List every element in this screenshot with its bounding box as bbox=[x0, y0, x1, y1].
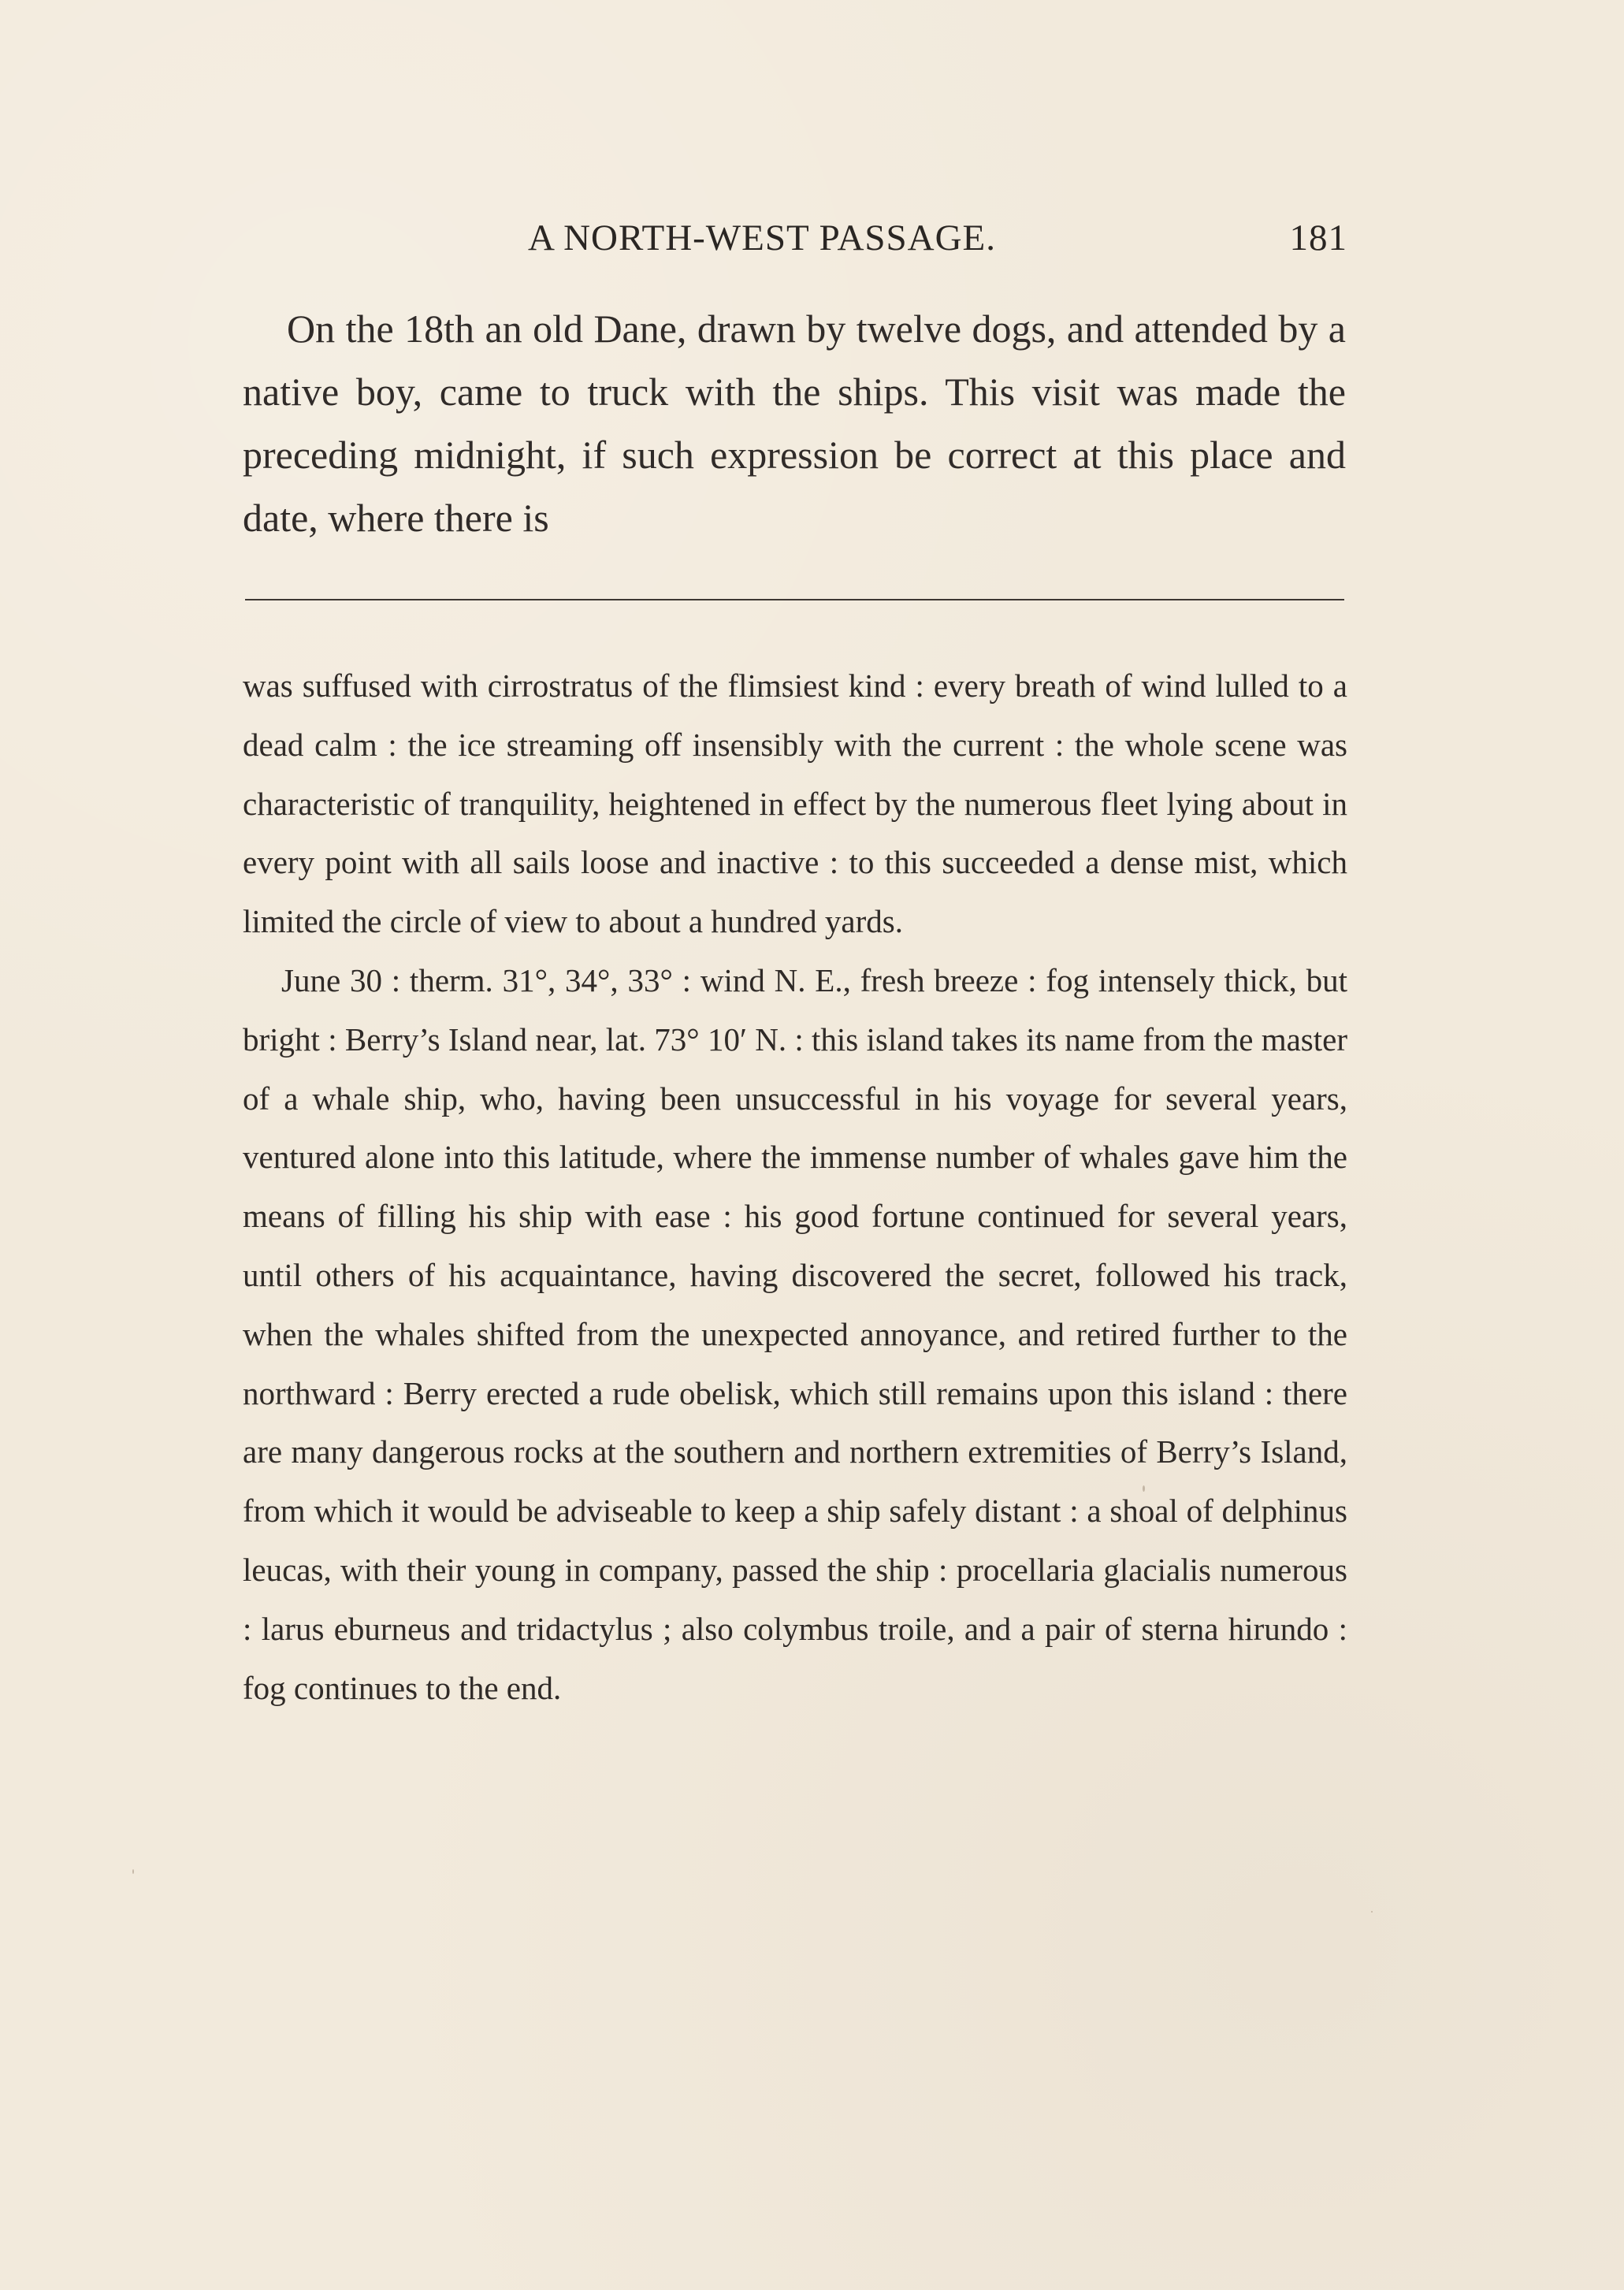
footnote-paragraph-2: June 30 : therm. 31°, 34°, 33° : wind N. E., fresh breeze : fog intensely thick, but bright : Berry’s Island near, lat. 73° 10′ N. : this island takes its name from the master of a whale ship, who, having been unsuccessful in his voyage for several years, ventured alone into this latitude, where the immense number of whales gave him the means of filling his ship with ease : his good fortune continued for several years, until others of his acquaintance, having discovered the secret, followed his track, when the whales shifted from the unexpected annoyance, and retired further to the northward : Berry erected a rude obelisk, which still remains upon this island : there are many dangerous rocks at the southern and northern extremities of Berry’s Island, from which it would be adviseable to keep a ship safely distant : a shoal of delphinus leucas, with their young in company, passed the ship : procellaria glacialis numerous : larus eburneus and tridactylus ; also colymbus troile, and a pair of sterna hirundo : fog continues to the end. bbox=[243, 961, 1347, 1706]
horizontal-rule bbox=[245, 599, 1344, 600]
page-number: 181 bbox=[1289, 217, 1347, 258]
paper-speck bbox=[132, 1869, 134, 1874]
running-title: A NORTH-WEST PASSAGE. bbox=[528, 217, 997, 258]
running-head bbox=[244, 217, 1347, 264]
main-paragraph: On the 18th an old Dane, drawn by twelve dogs, and attended by a native boy, came to truck with the ships. This visit was made the preceding midnight, if such expression be correct at this place and date, where there is bbox=[243, 307, 1346, 540]
paper-speck bbox=[1143, 1485, 1145, 1492]
footnote-block bbox=[243, 656, 1347, 1717]
footnote-paragraph-1: was suffused with cirrostratus of the flimsiest kind : every breath of wind lulled to a dead calm : the ice streaming off insensibly with the current : the whole scene was characteristic of tranquility, heightened in effect by the numerous fleet lying about in every point with all sails loose and inactive : to this succeeded a dense mist, which limited the circle of view to about a hundred yards. bbox=[243, 667, 1347, 940]
paper-speck bbox=[1371, 1911, 1373, 1913]
